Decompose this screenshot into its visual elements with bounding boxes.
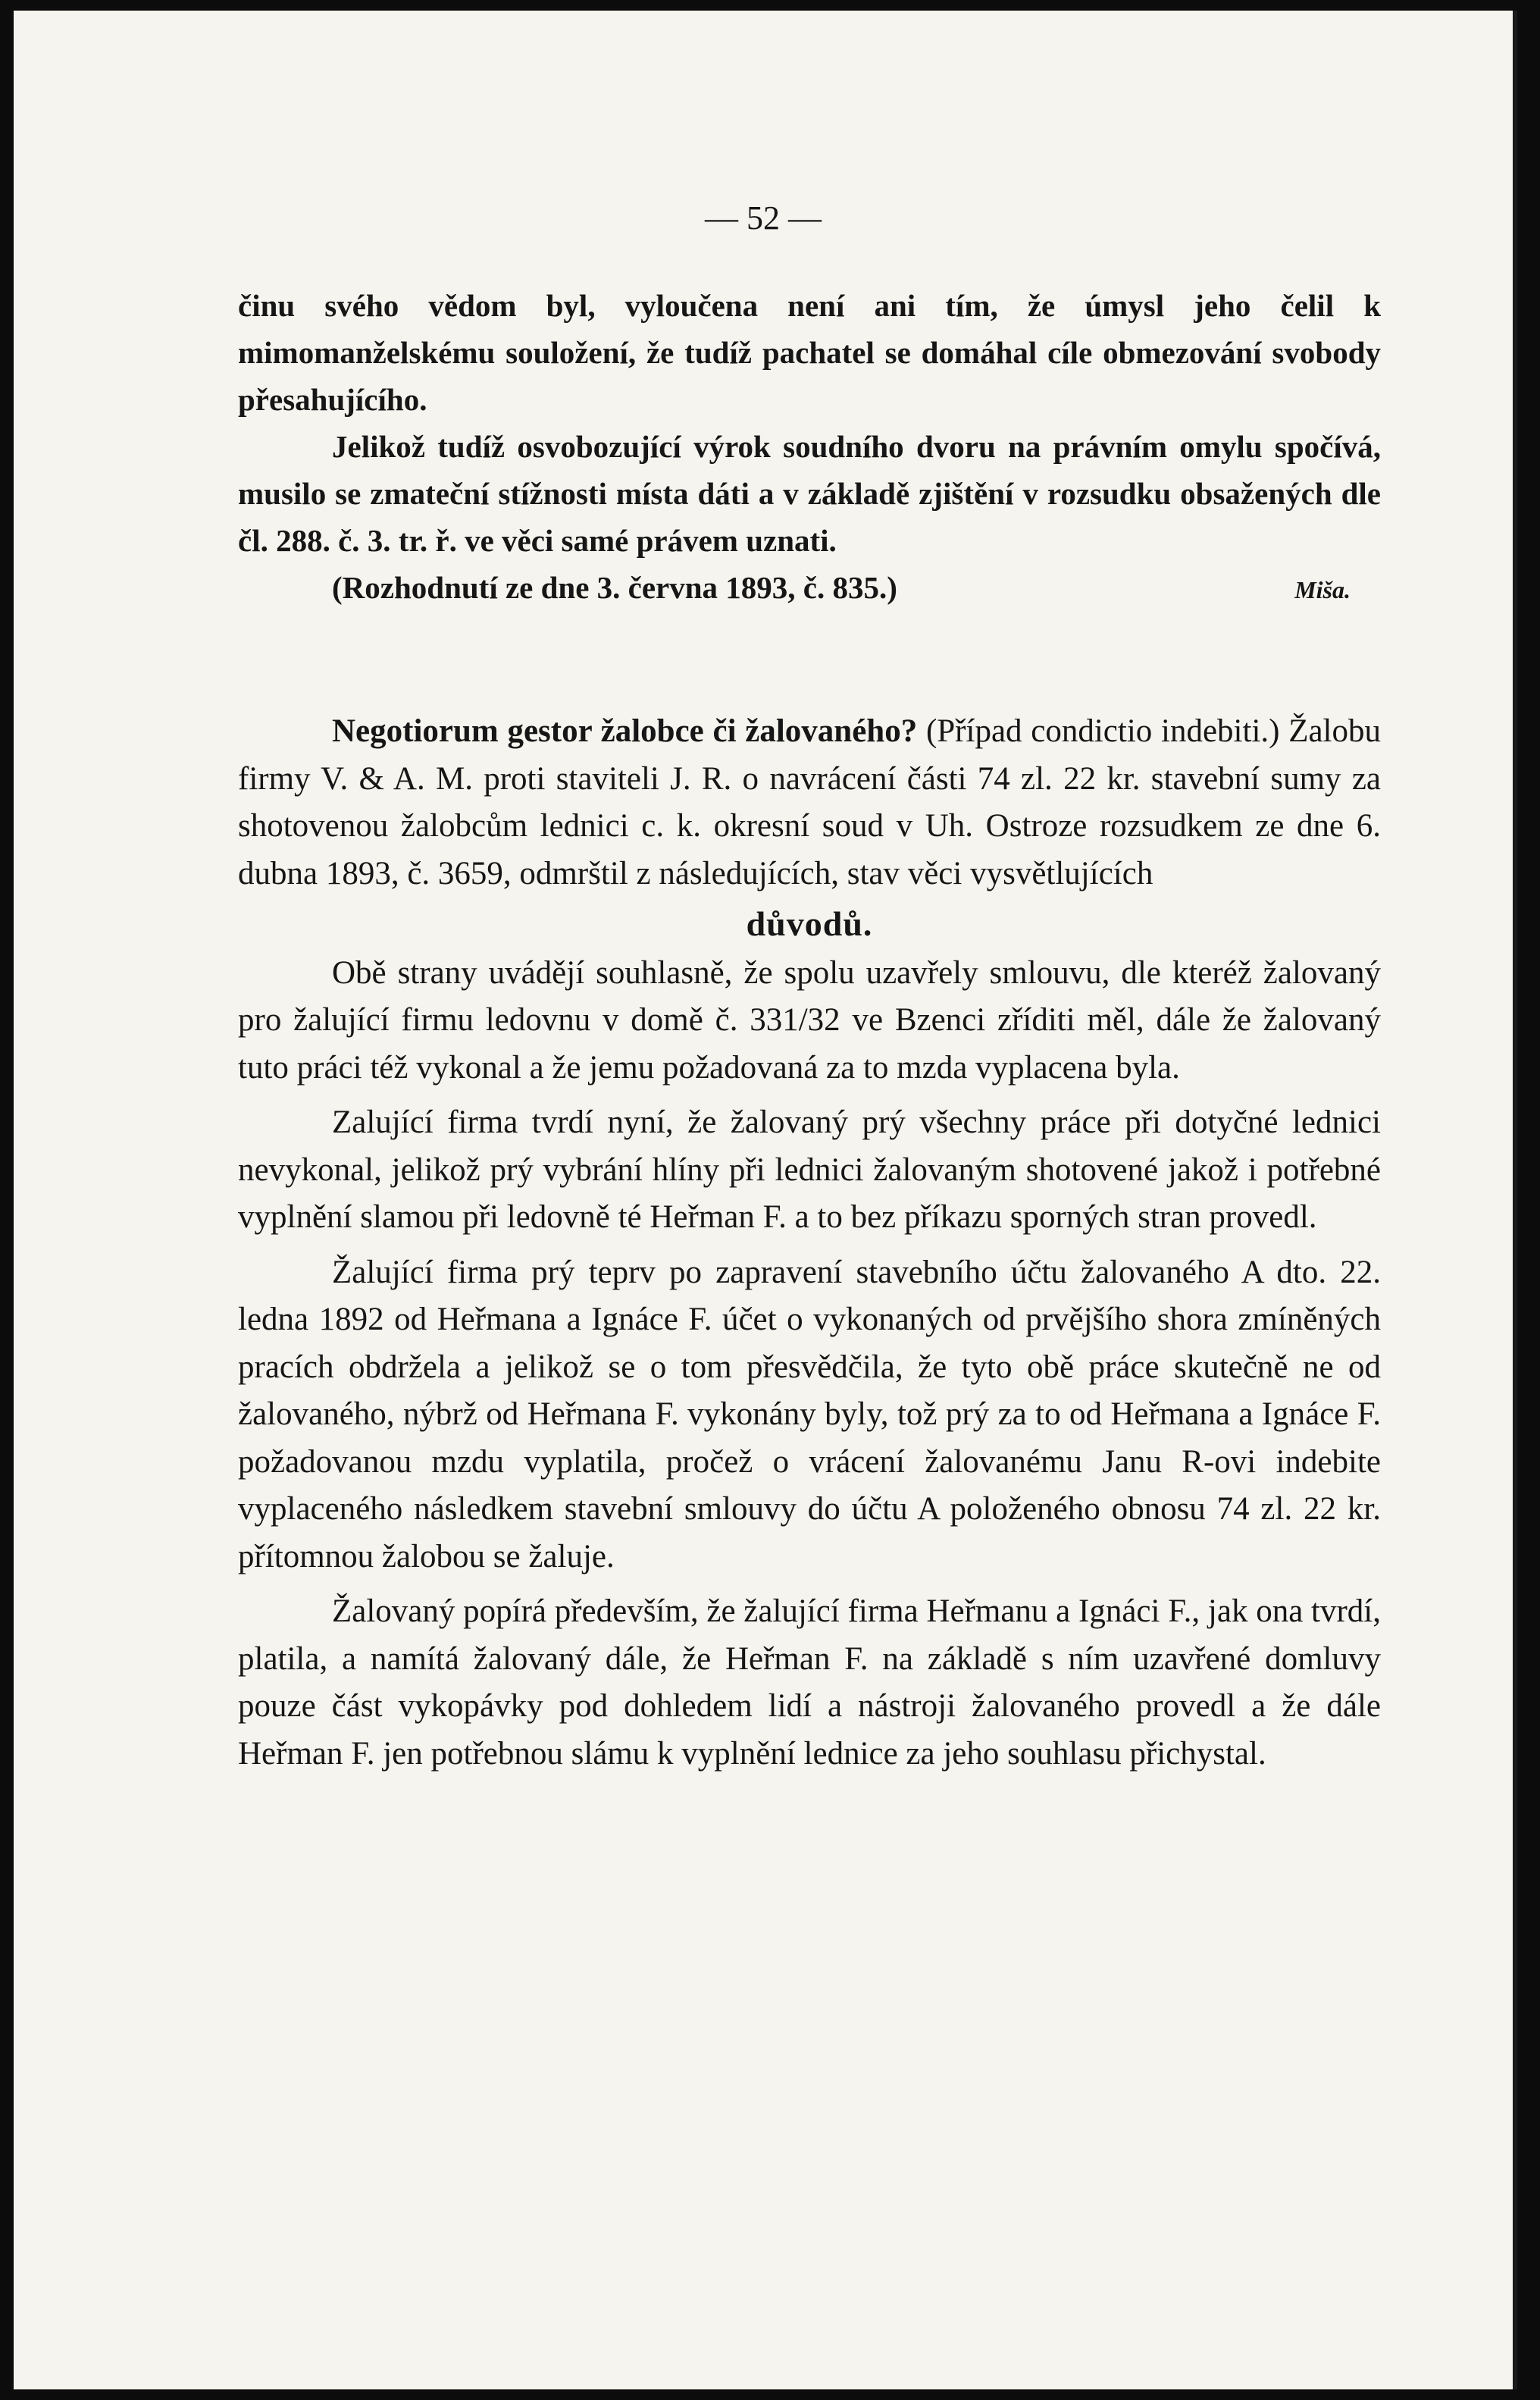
- case-intro: (Případ condictio indebiti.) Žalobu firmy V. & A. M. proti staviteli J. R. o navrácení části 74 zl. 22 kr. stavební sumy za shotovenou žalobcům lednici c. k. okresní soud v Uh. Ostroze rozsudkem ze dne 6. dubna 1893, č. 3659, odmrštil z následujících, stav věci vysvětlujících: [238, 713, 1381, 891]
- paragraph: Zalující firma tvrdí nyní, že žalovaný prý všechny práce při dotyčné lednici nevykonal, jelikož prý vybrání hlíny při lednici žalovaným shotovené jakož i potřebné vyplnění slamou při ledovně té Heřman F. a to bez příkazu sporných stran provedl.: [238, 1104, 1381, 1235]
- page-number: — 52 —: [705, 199, 822, 237]
- case-title-paragraph: [238, 708, 1381, 898]
- paragraph-continuation: činu svého vědom byl, vyloučena není ani tím, že úmysl jeho čelil k mimomanželskému souložení, že tudíž pachatel se domáhal cíle obmezování svobody přesahujícího.: [238, 288, 1381, 417]
- section-heading: důvodů.: [746, 904, 873, 943]
- signature: Miša.: [1294, 576, 1351, 603]
- paragraph-ruling: Jelikož tudíž osvobozující výrok soudního dvoru na právním omylu spočívá, musilo se zmateční stížnosti místa dáti a v základě zjištění v rozsudku obsažených dle čl. 288. č. 3. tr. ř. ve věci samé právem uznati.: [238, 429, 1381, 558]
- document-page: [14, 11, 1517, 2389]
- section-court-decision: [238, 282, 1381, 613]
- paragraph: Žalující firma prý teprv po zapravení stavebního účtu žalovaného A dto. 22. ledna 1892 od Heřmana a Ignáce F. účet o vykonaných od prvějšího shora zmíněných pracích obdržela a jelikož se o tom přesvědčila, že tyto obě práce skutečně ne od žalovaného, nýbrž od Heřmana F. vykonány byly, tož prý za to od Heřmana a Ignáce F. požadovanou mzdu vyplatila, pročež o vrácení žalovanému Janu R-ovi indebite vyplaceného následkem stavební smlouvy do účtu A položeného obnosu 74 zl. 22 kr. přítomnou žalobou se žaluje.: [238, 1254, 1381, 1574]
- paragraph: Žalovaný popírá především, že žalující firma Heřmanu a Ignáci F., jak ona tvrdí, platila, a namítá žalovaný dále, že Heřman F. na základě s ním uzavřené domluvy pouze část vykopávky pod dohledem lidí a nástroji žalovaného provedl a že dále Heřman F. jen potřebnou slámu k vyplnění lednice za jeho souhlasu přichystal.: [238, 1593, 1381, 1772]
- decision-reference: (Rozhodnutí ze dne 3. června 1893, č. 835.): [332, 570, 897, 605]
- decision-reference-line: [238, 564, 1381, 613]
- paragraph: Obě strany uvádějí souhlasně, že spolu uzavřely smlouvu, dle kteréž žalovaný pro žalující firmu ledovnu v domě č. 331/32 ve Bzenci zříditi měl, dále že žalovaný tuto práci též vykonal a že jemu požadovaná za to mzda vyplacena byla.: [238, 954, 1381, 1086]
- section-case: [238, 708, 1381, 1778]
- case-title: Negotiorum gestor žalobce či žalovaného?: [332, 713, 918, 749]
